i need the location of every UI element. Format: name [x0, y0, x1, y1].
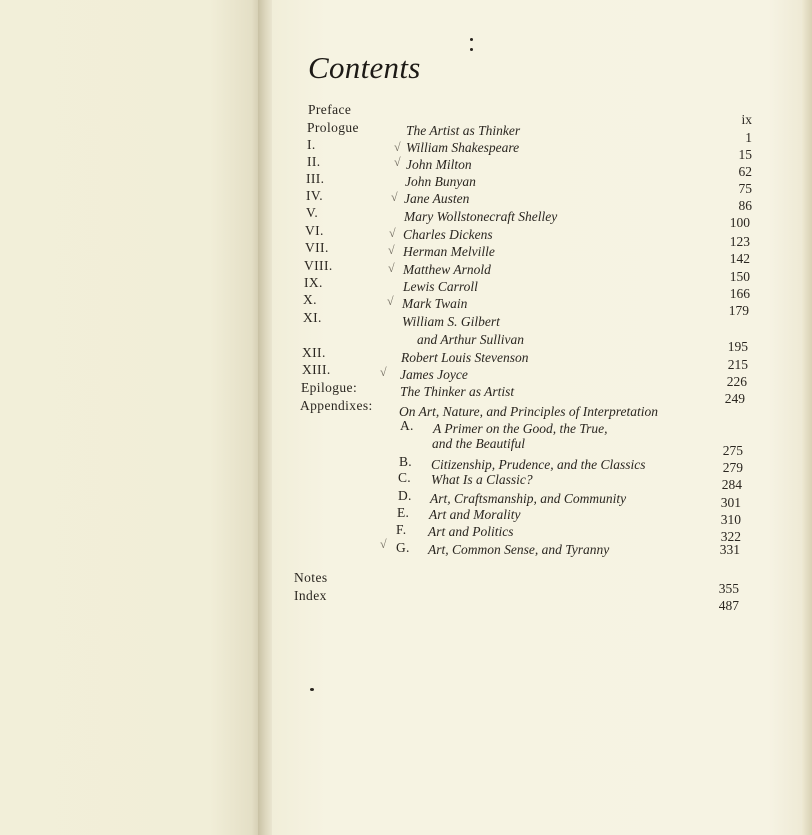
check-mark: √ — [389, 226, 396, 240]
entry-title: Matthew Arnold — [403, 262, 491, 277]
entry-page: 1 — [745, 130, 752, 145]
check-mark: √ — [380, 537, 387, 551]
ink-speck — [470, 38, 473, 41]
entry-page: 62 — [738, 164, 752, 179]
appendix-title: and the Beautiful — [432, 436, 525, 451]
entry-label: Notes — [294, 570, 328, 585]
entry-label: XII. — [302, 345, 326, 360]
entry-title: Jane Austen — [404, 191, 470, 206]
entry-label: Appendixes: — [300, 398, 373, 413]
entry-title: and Arthur Sullivan — [417, 332, 525, 347]
check-mark: √ — [388, 261, 395, 275]
appendix-page: 275 — [722, 443, 743, 458]
entry-label: XI. — [303, 310, 322, 325]
entry-title: On Art, Nature, and Principles of Interpretation — [399, 404, 658, 419]
ink-speck — [310, 688, 314, 691]
entry-label: Preface — [308, 102, 352, 117]
check-mark: √ — [380, 365, 387, 379]
appendix-letter: E. — [397, 505, 410, 520]
appendix-entry — [0, 470, 812, 492]
entry-label: VI. — [305, 223, 324, 238]
appendix-entry — [0, 522, 812, 544]
entry-title: William S. Gilbert — [402, 314, 500, 329]
toc-entry — [0, 102, 812, 127]
appendix-letter: D. — [398, 488, 412, 503]
entry-label: Epilogue: — [301, 380, 358, 395]
entry-label: X. — [303, 292, 317, 307]
page-title: Contents — [308, 50, 421, 85]
appendix-entry — [0, 537, 812, 558]
entry-title: Mary Wollstonecraft Shelley — [404, 209, 558, 224]
check-mark: √ — [388, 243, 395, 257]
entry-page: 215 — [727, 357, 748, 372]
appendix-title: Art and Morality — [429, 507, 521, 522]
entry-title: Mark Twain — [402, 296, 468, 311]
appendix-page: 310 — [720, 512, 741, 527]
entry-title: Charles Dickens — [403, 227, 493, 242]
appendix-title: What Is a Classic? — [431, 472, 533, 487]
entry-label: IX. — [304, 275, 323, 290]
entry-page: 75 — [738, 181, 752, 196]
appendix-title: A Primer on the Good, the True, — [433, 421, 608, 436]
check-mark: √ — [391, 190, 398, 204]
entry-label: III. — [306, 171, 325, 186]
entry-title: John Milton — [406, 157, 472, 172]
entry-title: The Thinker as Artist — [400, 384, 515, 399]
appendix-letter: A. — [400, 418, 414, 433]
toc-entry — [0, 310, 812, 328]
entry-page: 195 — [727, 339, 748, 354]
entry-page: 355 — [718, 581, 739, 596]
appendix-page: 322 — [720, 529, 741, 544]
entry-title: Herman Melville — [403, 244, 495, 259]
appendix-letter: G. — [396, 540, 410, 555]
entry-title: James Joyce — [400, 367, 468, 382]
entry-page: 179 — [728, 303, 749, 318]
check-mark: √ — [387, 294, 394, 308]
entry-title: Robert Louis Stevenson — [401, 350, 529, 365]
entry-page: ix — [741, 112, 752, 127]
appendix-page: 284 — [721, 477, 742, 492]
appendix-entry — [0, 436, 812, 458]
check-mark: √ — [394, 155, 401, 169]
entry-page: 150 — [729, 269, 750, 284]
entry-label: Index — [294, 588, 327, 603]
appendix-page: 331 — [719, 542, 740, 557]
entry-title: The Artist as Thinker — [406, 123, 521, 138]
entry-page: 15 — [738, 147, 752, 162]
entry-title: John Bunyan — [405, 174, 476, 189]
entry-page: 142 — [729, 251, 750, 266]
entry-label: II. — [307, 154, 321, 169]
entry-label: Prologue — [307, 120, 359, 135]
appendix-entry — [0, 488, 812, 510]
toc-entry — [0, 275, 812, 301]
ink-speck — [470, 48, 473, 51]
toc-entry — [0, 188, 812, 213]
toc-entry — [0, 120, 812, 145]
entry-label: IV. — [306, 188, 324, 203]
appendix-letter: F. — [396, 522, 407, 537]
entry-page: 487 — [718, 598, 739, 613]
toc-entry — [0, 588, 812, 613]
entry-page: 123 — [729, 234, 750, 249]
entry-page: 249 — [724, 391, 745, 406]
entry-label: XIII. — [302, 362, 331, 377]
entry-page: 100 — [729, 215, 750, 230]
entry-title: William Shakespeare — [406, 140, 520, 155]
appendix-letter: C. — [398, 470, 411, 485]
appendix-page: 301 — [720, 495, 741, 510]
appendix-title: Art, Common Sense, and Tyranny — [428, 542, 610, 557]
entry-page: 86 — [738, 198, 752, 213]
check-mark: √ — [394, 140, 401, 154]
entry-page: 166 — [729, 286, 750, 301]
entry-label: VII. — [305, 240, 329, 255]
appendix-entry — [0, 505, 812, 527]
entry-label: V. — [306, 205, 319, 220]
appendix-page: 279 — [722, 460, 743, 475]
entry-page: 226 — [726, 374, 747, 389]
appendix-title: Citizenship, Prudence, and the Classics — [431, 457, 646, 472]
appendix-title: Art and Politics — [428, 524, 514, 539]
appendix-title: Art, Craftsmanship, and Community — [430, 491, 627, 506]
entry-label: VIII. — [304, 258, 333, 273]
toc-entry — [0, 205, 812, 230]
appendix-letter: B. — [399, 454, 412, 469]
toc-entry — [0, 398, 812, 419]
entry-label: I. — [307, 137, 316, 152]
entry-title: Lewis Carroll — [403, 279, 478, 294]
appendix-entry — [0, 418, 812, 436]
